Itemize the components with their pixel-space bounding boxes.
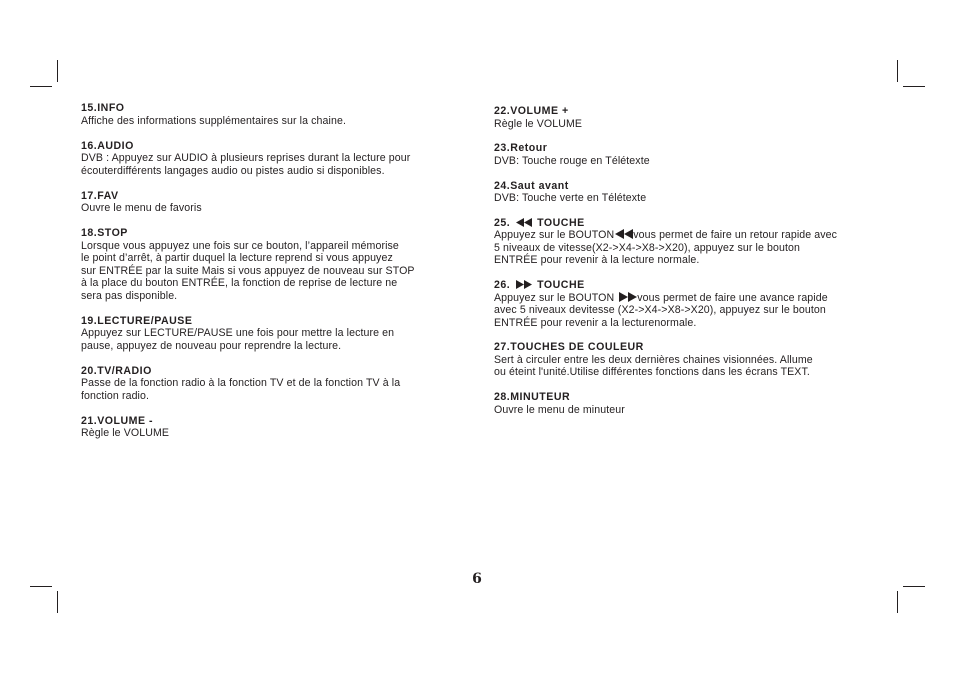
item-desc-post: vous permet de faire une avance rapide avec 5 niveaux devitesse (X2->X4->X8->X20), appuyez sur le bouton ENTRÉE pour revenir a la lecturenormale. — [494, 291, 828, 329]
item-title — [494, 217, 884, 230]
item-title: 21.VOLUME - — [81, 414, 154, 427]
page-number: 6 — [472, 571, 482, 587]
item-desc: Passe de la fonction radio à la fonction TV et de la fonction TV à la fonction radio. — [81, 377, 401, 402]
item-desc: Ouvre le menu de favoris — [81, 202, 202, 214]
fast-forward-icon — [516, 280, 532, 289]
item-title — [494, 279, 884, 292]
item-title: 22.VOLUME + — [494, 105, 569, 117]
item-info — [81, 102, 461, 127]
item-title: 17.FAV — [81, 189, 119, 202]
item-tv-radio — [81, 365, 461, 403]
crop-mark — [30, 86, 52, 87]
item-fav — [81, 190, 461, 215]
item-volume-plus — [494, 105, 884, 130]
item-lecture-pause — [81, 315, 461, 353]
right-column — [494, 105, 884, 429]
item-title-num: 25. — [494, 216, 511, 229]
item-volume-minus — [81, 415, 461, 440]
item-stop — [81, 227, 461, 302]
item-desc — [494, 292, 884, 330]
item-desc: Règle le VOLUME — [81, 427, 170, 439]
item-title-text: TOUCHE — [537, 216, 585, 229]
crop-mark — [897, 591, 898, 613]
item-desc: DVB: Touche rouge en Télétexte — [494, 154, 650, 167]
item-fast-forward — [494, 279, 884, 329]
item-title: 28.MINUTEUR — [494, 391, 571, 404]
crop-mark — [903, 86, 925, 87]
item-desc: DVB : Appuyez sur AUDIO à plusieurs reprises durant la lecture pour écouterdifférents langages audio ou pistes audio si disponibles. — [81, 152, 411, 177]
item-desc: DVB: Touche verte en Télétexte — [494, 192, 647, 205]
crop-mark — [897, 60, 898, 82]
item-rewind — [494, 217, 884, 267]
item-title: 18.STOP — [81, 227, 128, 239]
crop-mark — [30, 586, 52, 587]
item-title: 15.INFO — [81, 102, 125, 114]
item-title-num: 26. — [494, 279, 511, 292]
crop-mark — [903, 586, 925, 587]
fast-forward-icon — [619, 292, 637, 302]
item-retour — [494, 142, 884, 167]
item-desc: Sert à circuler entre les deux dernières chaines visionnées. Allume ou éteint l'unité.Utilise différentes fonctions dans les écrans TEXT. — [494, 353, 813, 379]
item-desc: Lorsque vous appuyez une fois sur ce bouton, l’appareil mémorise le point d’arrêt, à partir duquel la lecture reprend si vous appuyez sur ENTRÉE par la suite Mais si vous appuyez de nouveau sur STOP à la place du bouton ENTRÉE, la fonction de reprise de lecture ne sera pas disponible. — [81, 239, 415, 302]
crop-mark — [57, 60, 58, 82]
rewind-icon — [516, 218, 532, 227]
item-title-text: TOUCHE — [537, 279, 585, 292]
item-title: 23.Retour — [494, 142, 548, 155]
item-desc-pre: Appuyez sur le BOUTON — [494, 229, 615, 242]
item-title: 19.LECTURE/PAUSE — [81, 314, 193, 327]
item-desc — [494, 229, 884, 267]
item-desc-pre: Appuyez sur le BOUTON — [494, 291, 615, 304]
item-desc: Affiche des informations supplémentaires sur la chaine. — [81, 114, 346, 127]
item-desc: Ouvre le menu de minuteur — [494, 403, 625, 416]
item-title: 16.AUDIO — [81, 139, 134, 152]
item-touches-couleur — [494, 341, 884, 379]
item-minuteur — [494, 391, 884, 416]
item-desc-post: vous permet de faire un retour rapide avec 5 niveaux de vitesse(X2->X4->X8->X20), appuyez sur le bouton ENTRÉE pour revenir à la lecture normale. — [494, 229, 838, 267]
left-column — [81, 102, 461, 452]
item-desc: Appuyez sur LECTURE/PAUSE une fois pour mettre la lecture en pause, appuyez de nouveau pour reprendre la lecture. — [81, 327, 395, 352]
item-title: 27.TOUCHES DE COULEUR — [494, 341, 644, 354]
item-desc: Règle le VOLUME — [494, 117, 583, 130]
item-title: 24.Saut avant — [494, 179, 569, 192]
item-saut-avant — [494, 180, 884, 205]
crop-mark — [57, 591, 58, 613]
rewind-icon — [615, 229, 633, 239]
item-audio — [81, 140, 461, 178]
item-title: 20.TV/RADIO — [81, 364, 152, 377]
